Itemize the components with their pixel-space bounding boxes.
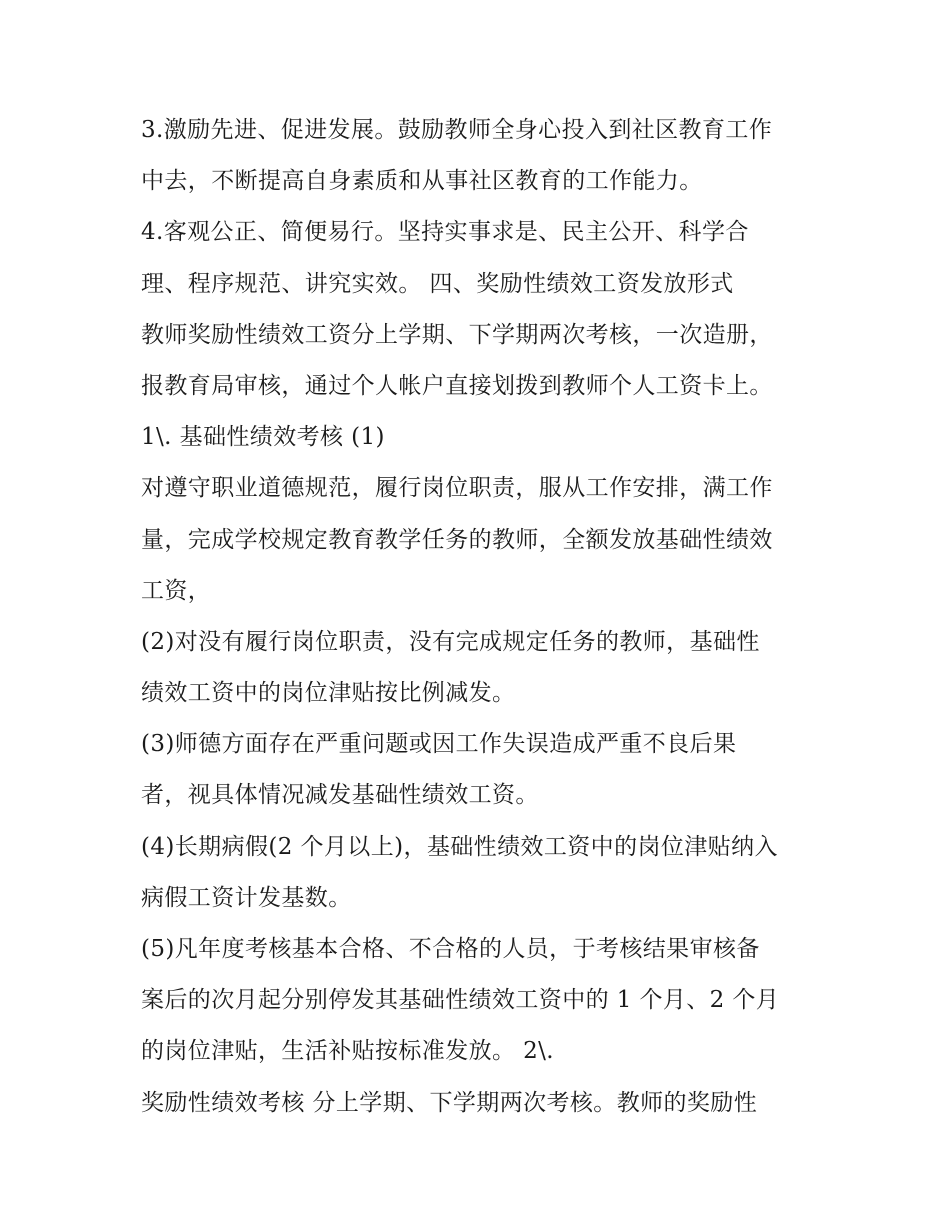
text-line: 报教育局审核，通过个人帐户直接划拨到教师个人工资卡上。	[141, 372, 773, 399]
text-line: (3)师德方面存在严重问题或因工作失误造成严重不良后果	[141, 731, 737, 758]
text-line: 1\. 基础性绩效考核 (1)	[141, 424, 385, 451]
text-line: 理、程序规范、讲究实效。 四、奖励性绩效工资发放形式	[141, 270, 734, 297]
text-line: 的岗位津贴，生活补贴按标准发放。 2\.	[141, 1038, 555, 1065]
document-body	[141, 105, 831, 1129]
text-line: 4.客观公正、简便易行。坚持实事求是、民主公开、科学合	[141, 219, 749, 246]
text-line: 对遵守职业道德规范，履行岗位职责，服从工作安排，满工作	[141, 475, 773, 502]
text-line: 绩效工资中的岗位津贴按比例减发。	[141, 680, 516, 707]
text-line: (4)长期病假(2 个月以上)，基础性绩效工资中的岗位津贴纳入	[141, 833, 778, 860]
text-line: 者，视具体情况减发基础性绩效工资。	[141, 782, 539, 809]
text-line: 病假工资计发基数。	[141, 884, 352, 911]
text-line: 量，完成学校规定教育教学任务的教师，全额发放基础性绩效	[141, 526, 773, 553]
text-line: 奖励性绩效考核 分上学期、下学期两次考核。教师的奖励性	[141, 1089, 758, 1116]
text-line: 教师奖励性绩效工资分上学期、下学期两次考核，一次造册，	[141, 321, 773, 348]
text-line: 3.激励先进、促进发展。鼓励教师全身心投入到社区教育工作	[141, 117, 773, 143]
text-line: (5)凡年度考核基本合格、不合格的人员，于考核结果审核备	[141, 936, 760, 962]
text-line: (2)对没有履行岗位职责，没有完成规定任务的教师，基础性	[141, 628, 760, 655]
text-line: 案后的次月起分别停发其基础性绩效工资中的 1 个月、2 个月	[141, 987, 780, 1014]
text-line: 工资，	[141, 577, 212, 604]
text-line: 中去，不断提高自身素质和从事社区教育的工作能力。	[141, 168, 703, 195]
